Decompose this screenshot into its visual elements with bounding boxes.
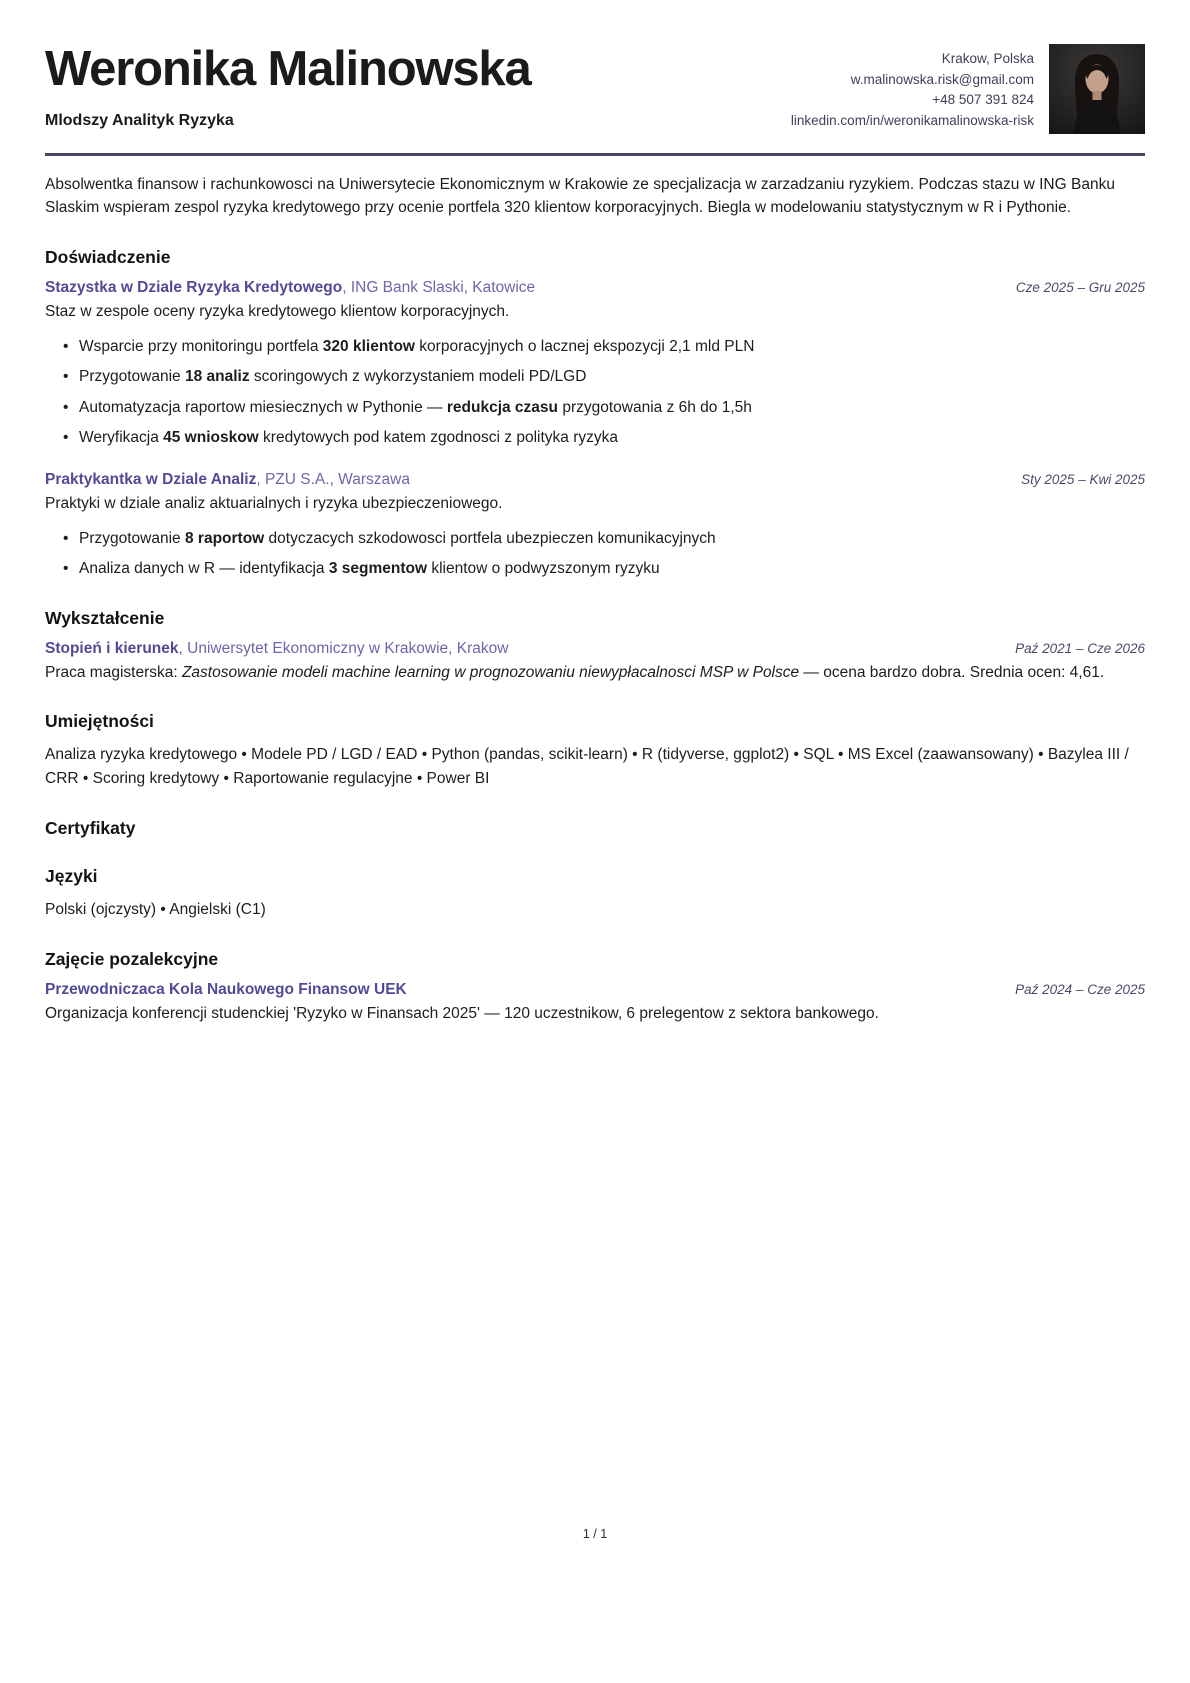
header-left [45,44,531,130]
bullet-item [45,427,1145,449]
text-segment: scoringowych z wykorzystaniem modeli PD/LGD [249,368,587,386]
bullet-item [45,397,1145,419]
entry-header [45,981,1145,999]
bullet-item [45,336,1145,358]
contact-phone: +48 507 391 824 [932,92,1034,107]
contact-block [791,44,1034,131]
section-extracurricular [45,949,1145,1025]
section-heading: Umiejętności [45,711,154,732]
text-segment: Automatyzacja raportow miesiecznych w Pythonie — [79,398,447,416]
entry-date: Cze 2025 – Gru 2025 [1015,279,1145,295]
bullet-item [45,558,1145,580]
contact-location: Krakow, Polska [941,51,1034,66]
entry-title: Stazystka w Dziale Ryzyka Kredytowego [45,278,343,296]
entry-title: Stopień i kierunek [45,639,179,657]
entry-bullet-list [45,336,1145,450]
text-segment: dotyczacych szkodowosci portfela ubezpieczen komunikacyjnych [264,529,716,547]
summary-paragraph: Absolwentka finansow i rachunkowosci na Uniwersytecie Ekonomicznym w Krakowie ze specjalizacja w zarzadzaniu ryzykiem. Podczas stazu w ING Banku Slaskim wspieram zespol ryzyka kredytowego przy ocenie portfela 320 klientow korporacyjnych. Biegla w modelowaniu statystycznym w R i Pythonie. [45,176,1115,217]
section-body [45,898,1145,922]
text-segment: Praktyki w dziale analiz aktuarialnych i ryzyka ubezpieczeniowego. [45,494,503,512]
entry-title-line [45,981,407,999]
text-segment: 45 wnioskow [163,429,259,447]
profile-photo [1049,44,1145,134]
text-segment: kredytowych pod katem zgodnosci z polityka ryzyka [258,429,618,447]
text-segment: Weryfikacja [79,429,164,447]
section-body [45,640,1145,684]
section-skills [45,711,1145,791]
skills-text: Analiza ryzyka kredytowego • Modele PD / LGD / EAD • Python (pandas, scikit-learn) • R (tidyverse, ggplot2) • SQL • MS Excel (zaawansowany) • Bazylea III / CRR • Scoring kredytowy • Raportowanie regulacyjne • Power BI [45,746,1129,788]
resume-entry [45,640,1145,684]
resume-entry [45,279,1145,450]
entry-description [45,661,1145,684]
entry-description [45,1002,1145,1025]
entry-subtitle: , ING Bank Slaski, Katowice [342,278,536,296]
section-body [45,743,1145,791]
text-segment: 320 klientow [322,337,415,355]
text-segment: Przygotowanie [79,368,185,386]
text-segment: korporacyjnych o lacznej ekspozycji 2,1 mld PLN [414,337,755,355]
text-segment: Wsparcie przy monitoringu portfela [79,337,323,355]
section-experience [45,247,1145,581]
entry-subtitle: , PZU S.A., Warszawa [256,470,410,488]
text-segment: 3 segmentow [328,560,428,578]
section-education [45,608,1145,684]
entry-header [45,471,1145,489]
text-segment: Zastosowanie modeli machine learning w prognozowaniu niewypłacalnosci MSP w Polsce [181,663,800,681]
text-segment: Analiza danych w R — identyfikacja [79,560,329,578]
page-indicator: 1 / 1 [582,1527,608,1541]
entry-date: Paź 2021 – Cze 2026 [1015,640,1145,656]
header [45,44,1145,134]
contact-email[interactable]: w.malinowska.risk@gmail.com [850,71,1034,87]
entry-title-line [45,279,535,297]
section-certificates [45,818,1145,839]
resume-entry [45,471,1145,581]
header-right [791,44,1145,134]
entry-title-line [45,640,508,658]
resume-entry [45,981,1145,1025]
section-heading: Doświadczenie [45,246,171,267]
entry-bullet-list [45,528,1145,581]
person-job-title: Mlodszy Analityk Ryzyka [45,111,234,129]
text-segment: przygotowania z 6h do 1,5h [558,398,752,416]
text-segment: klientow o podwyzszonym ryzyku [427,560,660,578]
person-name: Weronika Malinowska [45,42,531,96]
header-divider [45,153,1145,156]
section-heading: Języki [45,866,98,887]
section-heading: Certyfikaty [45,818,136,839]
entry-date: Sty 2025 – Kwi 2025 [1021,471,1145,487]
entry-header [45,640,1145,658]
entry-header [45,279,1145,297]
text-segment: 18 analiz [184,368,250,386]
text-segment: Praca magisterska: [45,663,182,681]
entry-title: Przewodniczaca Kola Naukowego Finansow UEK [45,981,407,999]
text-segment: redukcja czasu [446,398,559,416]
section-heading: Zajęcie pozalekcyjne [45,949,219,970]
contact-linkedin[interactable]: linkedin.com/in/weronikamalinowska-risk [790,112,1034,128]
entry-date: Paź 2024 – Cze 2025 [1015,982,1145,998]
text-segment: Przygotowanie [79,529,185,547]
entry-title-line [45,471,410,489]
section-body [45,279,1145,581]
entry-description [45,300,1145,323]
text-segment: — ocena bardzo dobra. Srednia ocen: 4,61. [799,663,1105,681]
section-heading: Wykształcenie [45,607,165,628]
entry-description [45,492,1145,515]
text-segment: Staz w zespole oceny ryzyka kredytowego klientow korporacyjnych. [45,302,510,320]
section-languages [45,866,1145,922]
text-segment: 8 raportow [184,529,265,547]
section-body [45,981,1145,1025]
entry-title: Praktykantka w Dziale Analiz [45,470,257,488]
entry-subtitle: , Uniwersytet Ekonomiczny w Krakowie, Krakow [178,639,509,657]
languages-text: Polski (ojczysty) • Angielski (C1) [45,901,266,919]
bullet-item [45,528,1145,550]
sections [45,247,1145,1026]
bullet-item [45,366,1145,388]
text-segment: Organizacja konferencji studenckiej 'Ryzyko w Finansach 2025' — 120 uczestnikow, 6 prelegentow z sektora bankowego. [45,1005,879,1023]
